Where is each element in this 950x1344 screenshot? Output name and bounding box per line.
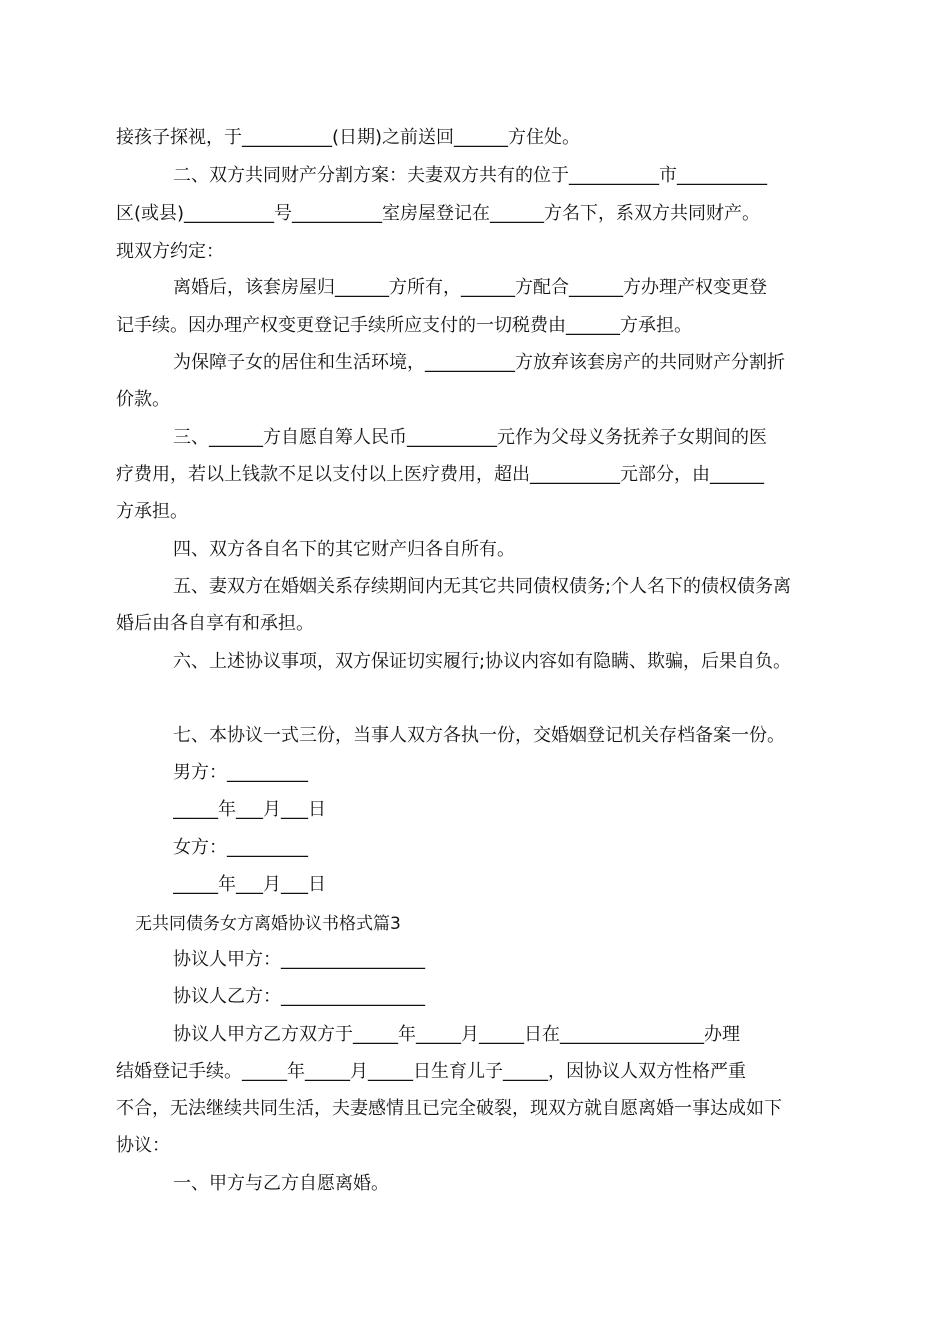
- text-line: 协议人甲方乙方双方于_____年_____月_____日在________________办理: [173, 1024, 740, 1045]
- text-line: 疗费用，若以上钱款不足以支付以上医疗费用，超出__________元部分，由______: [116, 464, 764, 485]
- text-line: 为保障子女的居住和生活环境，__________方放弃该套房产的共同财产分割折: [173, 352, 785, 373]
- text-line: 记手续。因办理产权变更登记手续所应支付的一切税费由______方承担。: [116, 315, 692, 336]
- party-a-line: 协议人甲方：________________: [173, 949, 425, 970]
- text-line: 三、______方自愿自筹人民币__________元作为父母义务抚养子女期间的医: [173, 427, 767, 448]
- text-line: 七、本协议一式三份，当事人双方各执一份，交婚姻登记机关存档备案一份。: [173, 725, 785, 746]
- text-line: 方承担。: [116, 501, 188, 522]
- signature-male-date: _____年___月___日: [173, 799, 326, 820]
- signature-female-date: _____年___月___日: [173, 874, 326, 895]
- text-line: 价款。: [116, 389, 170, 410]
- text-line: 六、上述协议事项，双方保证切实履行;协议内容如有隐瞒、欺骗，后果自负。: [173, 651, 792, 672]
- signature-male-label: 男方：_________: [173, 762, 308, 783]
- text-line: 区(或县)__________号__________室房屋登记在______方名下，系双方共同财产。: [116, 203, 761, 224]
- text-line: 结婚登记手续。_____年_____月_____日生育儿子_____，因协议人双方性格严重: [116, 1061, 746, 1082]
- text-line: 离婚后，该套房屋归______方所有，______方配合______方办理产权变更登: [173, 277, 767, 298]
- text-line: 不合，无法继续共同生活，夫妻感情且已完全破裂，现双方就自愿离婚一事达成如下: [116, 1098, 782, 1119]
- text-line: 现双方约定：: [116, 241, 224, 262]
- text-line: 五、妻双方在婚姻关系存续期间内无其它共同债权债务;个人名下的债权债务离: [173, 576, 792, 597]
- section-title: 无共同债务女方离婚协议书格式篇3: [135, 914, 401, 934]
- text-line: 协议：: [116, 1135, 170, 1156]
- party-b-line: 协议人乙方：________________: [173, 986, 425, 1007]
- text-line: 一、甲方与乙方自愿离婚。: [173, 1173, 389, 1194]
- text-line: 四、双方各自名下的其它财产归各自所有。: [173, 539, 515, 560]
- signature-female-label: 女方：_________: [173, 837, 308, 858]
- text-line: 接孩子探视，于__________(日期)之前送回______方住处。: [116, 127, 581, 148]
- text-line: 二、双方共同财产分割方案：夫妻双方共有的位于__________市__________: [173, 165, 767, 186]
- text-line: 婚后由各自享有和承担。: [116, 613, 314, 634]
